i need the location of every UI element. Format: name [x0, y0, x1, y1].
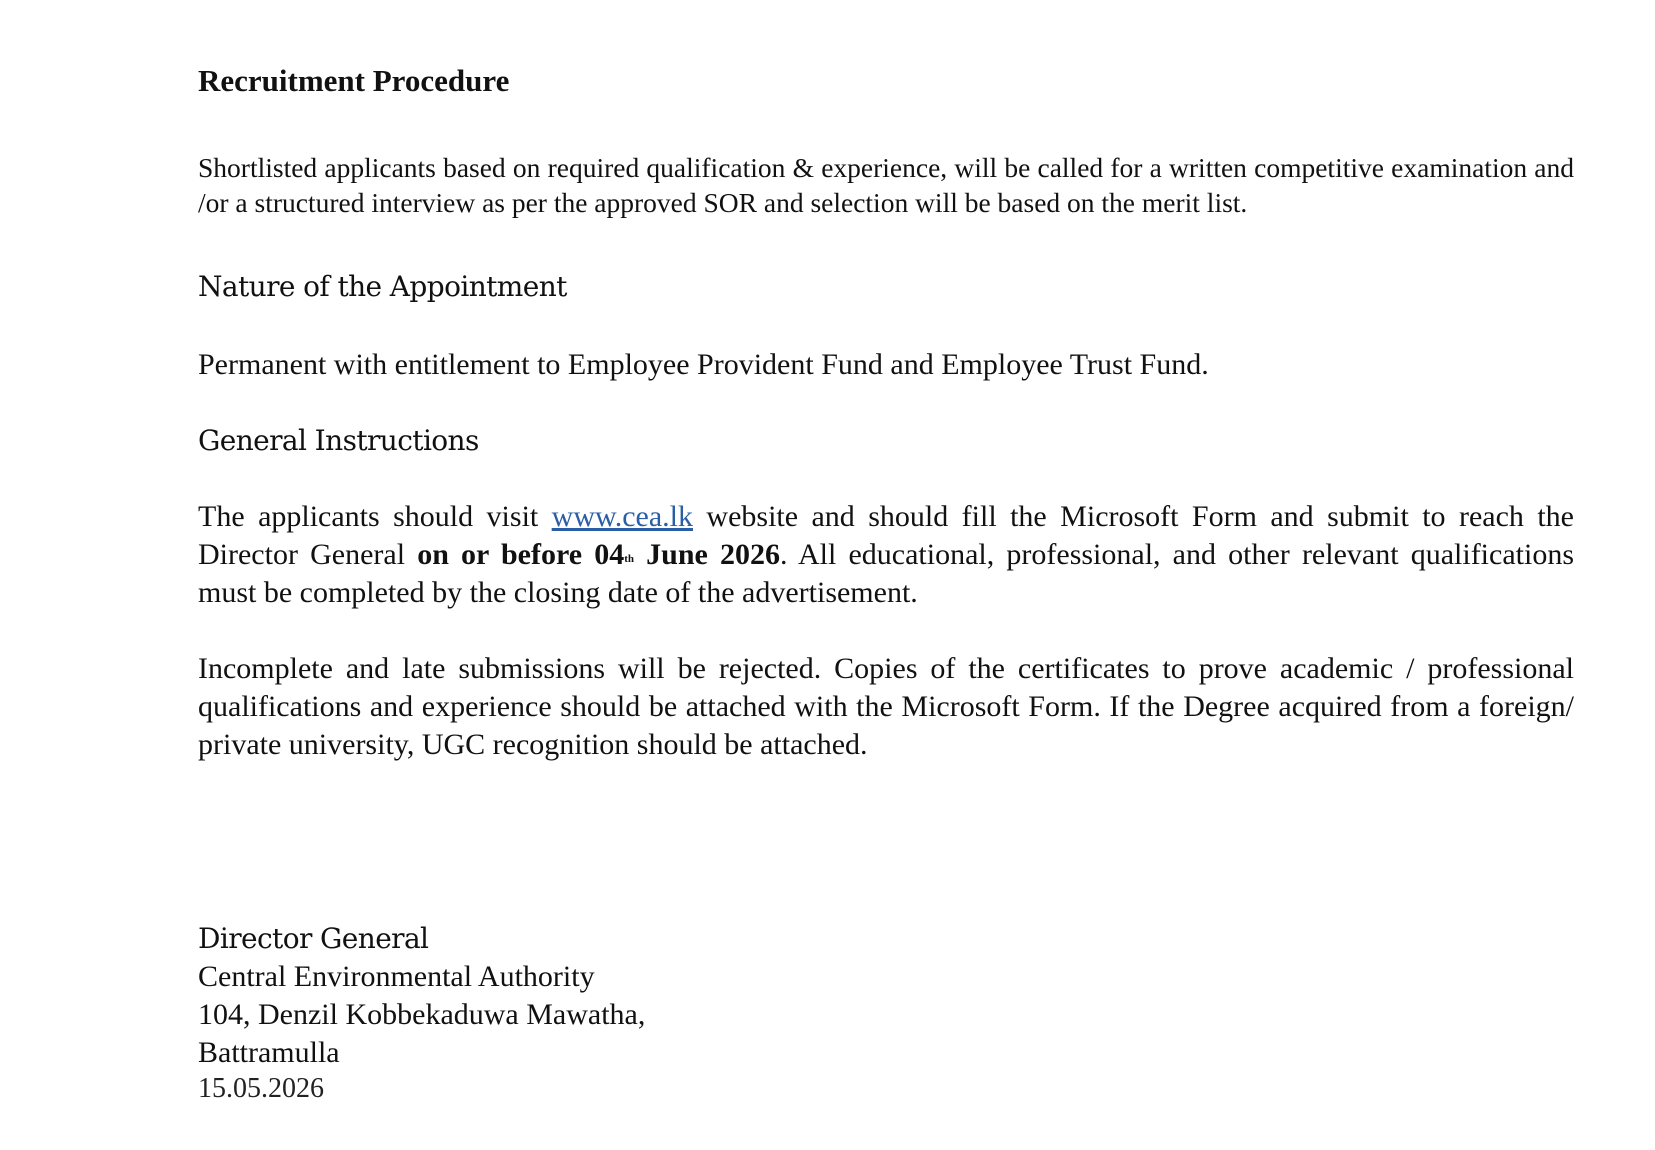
document-date: 15.05.2026 — [198, 1073, 324, 1104]
recruitment-procedure-text: Shortlisted applicants based on required qualification & experience, will be called for a written competitive examination and /or a structured interview as per the approved SOR and selection will be based on the merit list. — [198, 152, 1574, 218]
general-instructions-paragraph-1 — [198, 498, 1574, 612]
signature-block — [198, 920, 1098, 1106]
instructions-text-start: The applicants should visit — [198, 500, 552, 533]
address-line-2: Battramulla — [198, 1036, 340, 1069]
general-instructions-heading: General Instructions — [198, 424, 479, 457]
deadline-ordinal-suffix: th — [624, 553, 634, 565]
cea-website-link[interactable]: www.cea.lk — [551, 500, 693, 533]
deadline-prefix: on or before 04 — [417, 538, 625, 571]
nature-of-appointment-heading: Nature of the Appointment — [198, 270, 567, 303]
deadline-date — [417, 538, 780, 571]
instructions-text-end: . All educational, professional, and other relevant qualifications must be completed by the closing date of the advertisement. — [198, 538, 1574, 609]
instructions-text-middle: website and should fill the Microsoft Form and submit to reach the Director General — [198, 500, 1574, 571]
address-line-1: 104, Denzil Kobbekaduwa Mawatha, — [198, 998, 646, 1031]
general-instructions-paragraph-2: Incomplete and late submissions will be rejected. Copies of the certificates to prove academic / professional qualifications and experience should be attached with the Microsoft Form. If the Degree acquired from a foreign/ private university, UGC recognition should be attached. — [198, 652, 1574, 761]
organization-name: Central Environmental Authority — [198, 960, 595, 993]
nature-of-appointment-text: Permanent with entitlement to Employee Provident Fund and Employee Trust Fund. — [198, 348, 1209, 381]
recruitment-procedure-heading: Recruitment Procedure — [198, 63, 510, 98]
signatory-title: Director General — [198, 922, 429, 955]
deadline-rest: June 2026 — [633, 538, 780, 571]
